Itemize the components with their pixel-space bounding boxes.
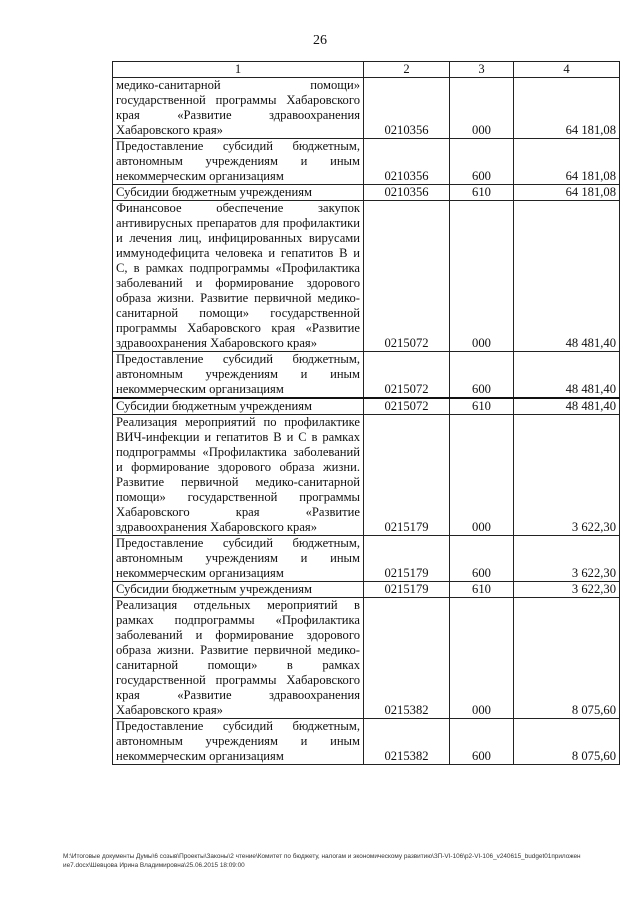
table-row xyxy=(113,201,620,352)
row-expense-type: 600 xyxy=(450,536,514,582)
table-row xyxy=(113,415,620,536)
table-row xyxy=(113,185,620,201)
row-expense-type: 600 xyxy=(450,719,514,765)
budget-table xyxy=(112,61,620,765)
table-row xyxy=(113,536,620,582)
table-row xyxy=(113,78,620,139)
row-description: Предоставление субсидий бюджетным, автономным учреждениям и иным некоммерческим организациям xyxy=(113,719,364,765)
row-description: Предоставление субсидий бюджетным, автономным учреждениям и иным некоммерческим организациям xyxy=(113,352,364,399)
header-row xyxy=(113,62,620,78)
row-target-code: 0215072 xyxy=(364,352,450,399)
row-expense-type: 610 xyxy=(450,398,514,415)
row-amount: 48 481,40 xyxy=(514,352,620,399)
row-description: Предоставление субсидий бюджетным, автономным учреждениям и иным некоммерческим организациям xyxy=(113,536,364,582)
table-row xyxy=(113,582,620,598)
row-expense-type: 610 xyxy=(450,185,514,201)
row-amount: 64 181,08 xyxy=(514,78,620,139)
row-amount: 3 622,30 xyxy=(514,582,620,598)
row-expense-type: 600 xyxy=(450,352,514,399)
table-row xyxy=(113,719,620,765)
row-description: Предоставление субсидий бюджетным, автономным учреждениям и иным некоммерческим организациям xyxy=(113,139,364,185)
row-description: Реализация мероприятий по профилактике ВИЧ-инфекции и гепатитов В и С в рамках подпрограммы «Профилактика заболеваний и формирование здорового образа жизни. Развитие первичной медико-санитарной помощи» государственной программы Хабаровского края «Развитие здравоохранения Хабаровского края» xyxy=(113,415,364,536)
row-target-code: 0210356 xyxy=(364,139,450,185)
row-description: Субсидии бюджетным учреждениям xyxy=(113,398,364,415)
row-target-code: 0210356 xyxy=(364,185,450,201)
table-row xyxy=(113,598,620,719)
table-row xyxy=(113,139,620,185)
header-col-3: 3 xyxy=(450,62,514,78)
row-description: Финансовое обеспечение закупок антивирусных препаратов для профилактики и лечения лиц, инфицированных вирусами иммунодефицита человека и гепатитов В и С, в рамках подпрограммы «Профилактика заболеваний и формирование здорового образа жизни. Развитие первичной медико-санитарной помощи» государственной программы Хабаровского края «Развитие здравоохранения Хабаровского края» xyxy=(113,201,364,352)
header-col-1: 1 xyxy=(113,62,364,78)
row-amount: 48 481,40 xyxy=(514,201,620,352)
table-row xyxy=(113,398,620,415)
row-expense-type: 000 xyxy=(450,598,514,719)
page-number: 26 xyxy=(313,33,327,48)
row-target-code: 0215072 xyxy=(364,201,450,352)
row-expense-type: 000 xyxy=(450,415,514,536)
header-col-4: 4 xyxy=(514,62,620,78)
row-target-code: 0215179 xyxy=(364,415,450,536)
row-amount: 48 481,40 xyxy=(514,398,620,415)
header-col-2: 2 xyxy=(364,62,450,78)
row-target-code: 0215382 xyxy=(364,598,450,719)
row-amount: 8 075,60 xyxy=(514,598,620,719)
row-expense-type: 610 xyxy=(450,582,514,598)
row-amount: 64 181,08 xyxy=(514,139,620,185)
row-target-code: 0215179 xyxy=(364,536,450,582)
row-expense-type: 000 xyxy=(450,78,514,139)
row-description: Реализация отдельных мероприятий в рамках подпрограммы «Профилактика заболеваний и формирование здорового образа жизни. Развитие первичной медико-санитарной помощи» в рамках государственной программы Хабаровского края «Развитие здравоохранения Хабаровского края» xyxy=(113,598,364,719)
row-description: Субсидии бюджетным учреждениям xyxy=(113,185,364,201)
row-expense-type: 000 xyxy=(450,201,514,352)
row-amount: 3 622,30 xyxy=(514,415,620,536)
row-amount: 8 075,60 xyxy=(514,719,620,765)
document-footer-path: M:\Итоговые документы Думы\6 созыв\Проекты\Законы\2 чтение\Комитет по бюджету, налогам и экономическому развитию\ЗП-VI-106\р2-VI-106_v240615_budget01приложение7.docx\Шевцова Ирина Владимировна\25.06.2015 18:09:00 xyxy=(63,853,581,869)
row-target-code: 0215072 xyxy=(364,398,450,415)
row-amount: 3 622,30 xyxy=(514,536,620,582)
row-description: Субсидии бюджетным учреждениям xyxy=(113,582,364,598)
row-target-code: 0210356 xyxy=(364,78,450,139)
row-description: медико-санитарной помощи» государственной программы Хабаровского края «Развитие здравоохранения Хабаровского края» xyxy=(113,78,364,139)
row-target-code: 0215179 xyxy=(364,582,450,598)
table-row xyxy=(113,352,620,399)
row-target-code: 0215382 xyxy=(364,719,450,765)
row-expense-type: 600 xyxy=(450,139,514,185)
row-amount: 64 181,08 xyxy=(514,185,620,201)
